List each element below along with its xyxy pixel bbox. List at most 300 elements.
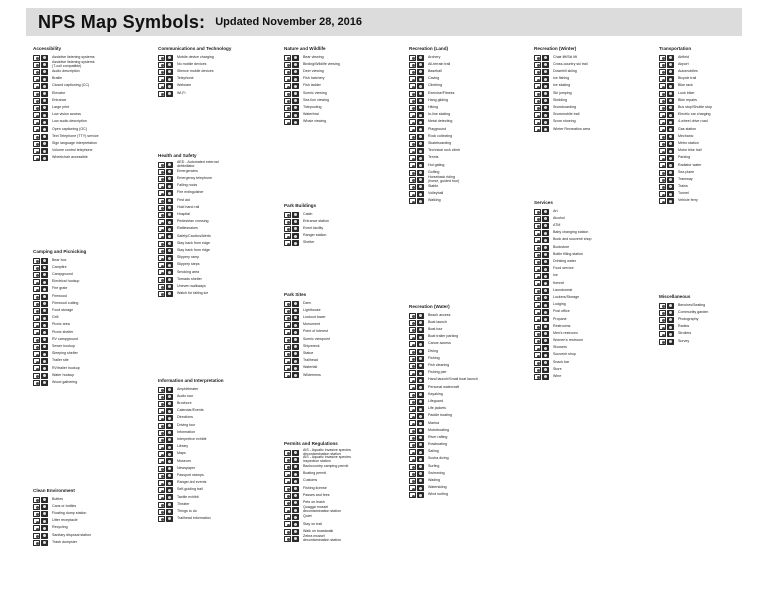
symbol-outline-icon [158, 269, 165, 275]
symbol-label: Point of interest [303, 329, 328, 334]
symbol-icon-pair [158, 62, 174, 68]
symbol-icon-pair [33, 55, 49, 61]
symbol-outline-icon [284, 322, 291, 328]
symbol-label: Survey [678, 338, 690, 343]
symbol-row [409, 405, 533, 412]
symbol-icon-pair [284, 358, 300, 364]
symbol-label: Scuba diving [428, 456, 449, 461]
symbol-row [659, 97, 768, 104]
symbol-label: Emergencies [177, 168, 198, 173]
symbol-section [284, 441, 408, 542]
symbol-row [158, 83, 282, 90]
symbol-solid-icon [667, 69, 674, 75]
symbol-outline-icon [659, 62, 666, 68]
symbol-icon-pair [284, 507, 300, 513]
symbol-icon-pair [158, 212, 174, 218]
symbol-solid-icon [542, 245, 549, 251]
symbol-row [409, 68, 533, 75]
symbol-row [409, 470, 533, 477]
symbol-row [409, 441, 533, 448]
symbol-row [659, 83, 768, 90]
symbol-icon-pair [33, 141, 49, 147]
symbol-icon-pair [33, 112, 49, 118]
symbol-label: Trailhead [303, 358, 318, 363]
symbol-row [534, 244, 658, 251]
symbol-outline-icon [284, 329, 291, 335]
symbol-row [158, 247, 282, 254]
symbol-solid-icon [542, 309, 549, 315]
symbol-solid-icon [41, 55, 48, 61]
symbol-outline-icon [284, 308, 291, 314]
symbol-label: Tunnel [678, 191, 689, 196]
symbol-outline-icon [659, 162, 666, 168]
symbol-icon-pair [33, 91, 49, 97]
symbol-solid-icon [417, 69, 424, 75]
symbol-row [659, 324, 768, 331]
symbol-solid-icon [542, 112, 549, 118]
symbol-row [33, 503, 157, 510]
symbol-solid-icon [667, 339, 674, 345]
symbol-solid-icon [292, 329, 299, 335]
symbol-solid-icon [542, 62, 549, 68]
symbol-label: Self-guiding trail [177, 487, 203, 492]
section-title: Permits and Regulations [284, 441, 338, 446]
symbol-label: Lookout tower [303, 315, 326, 320]
symbol-row [284, 68, 408, 75]
symbol-solid-icon [667, 119, 674, 125]
symbol-outline-icon [284, 226, 291, 232]
symbol-icon-pair [158, 480, 174, 486]
symbol-solid-icon [542, 266, 549, 272]
symbol-solid-icon [667, 112, 674, 118]
symbol-icon-pair [409, 420, 425, 426]
symbol-solid-icon [417, 55, 424, 61]
symbol-label: Wheelchair accessible [52, 155, 88, 160]
symbol-outline-icon [158, 255, 165, 261]
symbol-solid-icon [417, 442, 424, 448]
symbol-outline-icon [284, 450, 291, 456]
symbol-outline-icon [158, 458, 165, 464]
symbol-label: Baby changing station [553, 230, 589, 235]
symbol-row [33, 496, 157, 503]
symbol-label: Fire grate [52, 286, 68, 291]
symbol-row [659, 126, 768, 133]
symbol-icon-pair [284, 212, 300, 218]
symbol-row [158, 508, 282, 515]
symbol-solid-icon [166, 233, 173, 239]
symbol-outline-icon [33, 380, 40, 386]
symbol-label: Library [177, 444, 188, 449]
symbol-icon-pair [158, 169, 174, 175]
symbol-row [534, 294, 658, 301]
symbol-solid-icon [41, 69, 48, 75]
symbol-icon-pair [534, 62, 550, 68]
symbol-icon-pair [158, 248, 174, 254]
symbol-row [158, 269, 282, 276]
symbol-outline-icon [158, 387, 165, 393]
symbol-row [284, 54, 408, 61]
symbol-outline-icon [158, 226, 165, 232]
symbol-icon-pair [33, 504, 49, 510]
symbol-section [534, 200, 658, 381]
symbol-label: Telephone [177, 76, 194, 81]
symbol-icon-pair [409, 105, 425, 111]
symbol-outline-icon [284, 365, 291, 371]
symbol-solid-icon [292, 351, 299, 357]
symbol-outline-icon [284, 98, 291, 104]
symbol-icon-pair [409, 449, 425, 455]
symbol-row [284, 322, 408, 329]
symbol-label: Hiking [428, 105, 438, 109]
symbol-row [534, 119, 658, 126]
symbol-label: Fish cleaning [428, 363, 450, 367]
symbol-icon-pair [284, 322, 300, 328]
symbol-solid-icon [166, 205, 173, 211]
symbol-row [33, 155, 157, 162]
symbol-outline-icon [659, 198, 666, 204]
symbol-icon-pair [33, 98, 49, 104]
symbol-label: Lockers/Storage [553, 294, 580, 299]
symbol-outline-icon [409, 442, 416, 448]
symbol-row [158, 408, 282, 415]
section-title: Recreation (Water) [409, 304, 450, 309]
symbol-label: Event facility [303, 226, 324, 231]
symbol-outline-icon [158, 408, 165, 414]
symbol-label: Tramway [678, 176, 693, 181]
symbol-section [158, 378, 282, 523]
symbol-outline-icon [409, 76, 416, 82]
symbol-solid-icon [542, 223, 549, 229]
symbol-row [534, 287, 658, 294]
symbol-icon-pair [659, 177, 675, 183]
symbol-outline-icon [534, 367, 541, 373]
symbol-outline-icon [33, 69, 40, 75]
symbol-label: Fire extinguisher [177, 190, 204, 195]
symbol-icon-pair [409, 148, 425, 154]
symbol-icon-pair [284, 219, 300, 225]
symbol-solid-icon [166, 466, 173, 472]
symbol-label: Water hookup [52, 372, 75, 377]
symbol-outline-icon [409, 384, 416, 390]
symbol-row [33, 257, 157, 264]
symbol-icon-pair [534, 302, 550, 308]
symbol-icon-pair [33, 533, 49, 539]
symbol-icon-pair [659, 324, 675, 330]
symbol-solid-icon [667, 141, 674, 147]
symbol-label: Trash dumpster [52, 539, 78, 544]
symbol-outline-icon [158, 277, 165, 283]
symbol-solid-icon [166, 437, 173, 443]
symbol-solid-icon [292, 55, 299, 61]
symbol-label: Volleyball [428, 191, 444, 196]
symbol-label: RV/trailer hookup [52, 365, 80, 370]
symbol-outline-icon [33, 126, 40, 132]
symbol-label: Monument [303, 322, 320, 327]
symbol-icon-pair [158, 466, 174, 472]
symbol-icon-pair [284, 91, 300, 97]
symbol-label: Picnic shelter [52, 329, 74, 334]
symbol-outline-icon [158, 248, 165, 254]
symbol-outline-icon [284, 119, 291, 125]
symbol-solid-icon [542, 352, 549, 358]
symbol-row [409, 104, 533, 111]
symbol-row [284, 456, 408, 463]
symbol-row [409, 119, 533, 126]
symbol-outline-icon [284, 493, 291, 499]
symbol-row [33, 61, 157, 68]
symbol-outline-icon [659, 177, 666, 183]
symbol-solid-icon [41, 358, 48, 364]
symbol-section [284, 46, 408, 126]
symbol-icon-pair [284, 98, 300, 104]
symbol-section [284, 292, 408, 379]
symbol-label: Trains [678, 184, 688, 189]
symbol-solid-icon [417, 119, 424, 125]
symbol-icon-pair [534, 230, 550, 236]
symbol-outline-icon [33, 540, 40, 546]
symbol-row [409, 162, 533, 169]
symbol-outline-icon [33, 365, 40, 371]
symbol-outline-icon [158, 62, 165, 68]
symbol-label: Ice skating [553, 83, 571, 88]
symbol-solid-icon [667, 198, 674, 204]
symbol-solid-icon [41, 380, 48, 386]
symbol-outline-icon [409, 170, 416, 176]
symbol-solid-icon [417, 435, 424, 441]
symbol-icon-pair [409, 377, 425, 383]
symbol-outline-icon [158, 415, 165, 421]
symbol-row [534, 366, 658, 373]
section-title: Health and Safety [158, 153, 197, 158]
symbol-icon-pair [284, 62, 300, 68]
symbol-label: Firewood cutting [52, 300, 79, 305]
symbol-solid-icon [166, 291, 173, 297]
symbol-icon-pair [284, 365, 300, 371]
symbol-icon-pair [534, 216, 550, 222]
symbol-label: Store [553, 366, 562, 371]
symbol-row [158, 472, 282, 479]
symbol-solid-icon [417, 471, 424, 477]
symbol-row [409, 355, 533, 362]
symbol-icon-pair [158, 458, 174, 464]
symbol-label: Text Telephone (TTY) service [52, 133, 99, 138]
symbol-solid-icon [667, 191, 674, 197]
symbol-solid-icon [166, 91, 173, 97]
symbol-outline-icon [534, 105, 541, 111]
symbol-outline-icon [33, 279, 40, 285]
symbol-label: Audio description [52, 69, 80, 74]
symbol-outline-icon [158, 502, 165, 508]
symbol-row [409, 413, 533, 420]
symbol-solid-icon [542, 345, 549, 351]
symbol-solid-icon [667, 55, 674, 61]
symbol-row [158, 68, 282, 75]
symbol-label: Electric car charging [678, 112, 711, 117]
symbol-solid-icon [166, 190, 173, 196]
symbol-row [284, 233, 408, 240]
symbol-label: Maps [177, 451, 186, 456]
symbol-label: Dam [303, 300, 311, 305]
symbol-solid-icon [166, 169, 173, 175]
symbol-label: Personal watercraft [428, 384, 459, 389]
symbol-row [284, 104, 408, 111]
symbol-icon-pair [659, 91, 675, 97]
symbol-solid-icon [417, 98, 424, 104]
symbol-row [33, 126, 157, 133]
symbol-label: Surfing [428, 463, 440, 468]
symbol-outline-icon [409, 69, 416, 75]
symbol-label: Chair lift/Ski lift [553, 54, 577, 59]
symbol-row [158, 76, 282, 83]
symbol-label: Bicycle trail [678, 76, 697, 81]
symbol-solid-icon [667, 105, 674, 111]
symbol-solid-icon [542, 374, 549, 380]
symbol-outline-icon [284, 514, 291, 520]
symbol-icon-pair [534, 69, 550, 75]
symbol-icon-pair [659, 191, 675, 197]
symbol-icon-pair [409, 184, 425, 190]
symbol-label: Bike repairs [678, 97, 697, 102]
symbol-row [158, 479, 282, 486]
symbol-outline-icon [534, 252, 541, 258]
symbol-label: Waterfowl [303, 112, 319, 117]
symbol-label: Tactile exhibit [177, 494, 199, 499]
symbol-label: Bottle filling station [553, 251, 583, 256]
symbol-outline-icon [158, 430, 165, 436]
symbol-outline-icon [284, 464, 291, 470]
symbol-row [409, 90, 533, 97]
symbol-icon-pair [409, 428, 425, 434]
symbol-icon-pair [284, 240, 300, 246]
symbol-row [158, 61, 282, 68]
symbol-solid-icon [41, 351, 48, 357]
symbol-solid-icon [41, 62, 48, 68]
symbol-row [659, 54, 768, 61]
symbol-row [534, 68, 658, 75]
symbol-solid-icon [542, 367, 549, 373]
symbol-icon-pair [284, 457, 300, 463]
symbol-label: Alcohol [553, 215, 565, 220]
symbol-outline-icon [534, 331, 541, 337]
symbol-solid-icon [667, 324, 674, 330]
symbol-row [534, 345, 658, 352]
symbol-row [534, 258, 658, 265]
symbol-label: Amphitheater [177, 386, 199, 391]
symbol-outline-icon [409, 198, 416, 204]
symbol-row [409, 133, 533, 140]
symbol-icon-pair [659, 170, 675, 176]
symbol-icon-pair [409, 392, 425, 398]
symbol-label: In-line skating [428, 112, 451, 117]
symbol-row [284, 97, 408, 104]
symbol-label: Stay on trail [303, 521, 322, 526]
symbol-label: Hang gliding [428, 97, 448, 102]
symbol-label: Caving [428, 76, 440, 81]
symbol-icon-pair [33, 83, 49, 89]
symbol-solid-icon [41, 83, 48, 89]
symbol-outline-icon [534, 374, 541, 380]
symbol-icon-pair [409, 98, 425, 104]
symbol-icon-pair [659, 198, 675, 204]
symbol-outline-icon [158, 83, 165, 89]
symbol-label: Ice fishing [553, 76, 570, 81]
symbol-row [33, 532, 157, 539]
symbol-icon-pair [284, 529, 300, 535]
symbol-label: Wine [553, 374, 562, 378]
symbol-solid-icon [166, 176, 173, 182]
symbol-outline-icon [284, 478, 291, 484]
symbol-row [158, 393, 282, 400]
symbol-solid-icon [41, 518, 48, 524]
symbol-outline-icon [158, 169, 165, 175]
symbol-outline-icon [33, 272, 40, 278]
symbol-outline-icon [409, 349, 416, 355]
symbol-icon-pair [33, 258, 49, 264]
symbol-outline-icon [284, 219, 291, 225]
symbol-row [534, 273, 658, 280]
symbol-icon-pair [33, 308, 49, 314]
symbol-label: Winter Recreation area [553, 126, 590, 131]
symbol-row [409, 83, 533, 90]
symbol-outline-icon [158, 205, 165, 211]
symbol-outline-icon [659, 310, 666, 316]
symbol-outline-icon [409, 98, 416, 104]
symbol-outline-icon [409, 191, 416, 197]
symbol-icon-pair [659, 83, 675, 89]
symbol-outline-icon [33, 351, 40, 357]
symbol-label: Look biker [678, 90, 695, 95]
symbol-row [659, 331, 768, 338]
symbol-icon-pair [33, 105, 49, 111]
symbol-outline-icon [534, 62, 541, 68]
symbol-icon-pair [158, 241, 174, 247]
symbol-solid-icon [166, 516, 173, 522]
symbol-solid-icon [292, 372, 299, 378]
symbol-row [409, 420, 533, 427]
symbol-row [33, 83, 157, 90]
symbol-icon-pair [659, 148, 675, 154]
symbol-solid-icon [41, 126, 48, 132]
symbol-solid-icon [292, 536, 299, 542]
symbol-label: Kennel [553, 280, 565, 285]
symbol-icon-pair [409, 456, 425, 462]
symbol-outline-icon [409, 83, 416, 89]
symbol-icon-pair [33, 380, 49, 386]
symbol-label: Brochure [177, 401, 192, 406]
symbol-row [33, 279, 157, 286]
symbol-outline-icon [409, 334, 416, 340]
symbol-outline-icon [659, 98, 666, 104]
symbol-solid-icon [417, 478, 424, 484]
symbol-icon-pair [158, 183, 174, 189]
symbol-icon-pair [534, 345, 550, 351]
symbol-label: Sanitary disposal station [52, 532, 91, 537]
symbol-icon-pair [534, 83, 550, 89]
symbol-outline-icon [284, 457, 291, 463]
symbol-label: Hospital [177, 212, 190, 216]
symbol-icon-pair [409, 370, 425, 376]
symbol-icon-pair [158, 516, 174, 522]
symbol-solid-icon [292, 486, 299, 492]
symbol-solid-icon [542, 230, 549, 236]
symbol-outline-icon [158, 76, 165, 82]
symbol-label: Scenic viewing [303, 90, 327, 95]
symbol-outline-icon [33, 286, 40, 292]
symbol-row [534, 359, 658, 366]
symbol-icon-pair [158, 430, 174, 436]
symbol-icon-pair [158, 473, 174, 479]
symbol-label: Beach access [428, 312, 451, 317]
